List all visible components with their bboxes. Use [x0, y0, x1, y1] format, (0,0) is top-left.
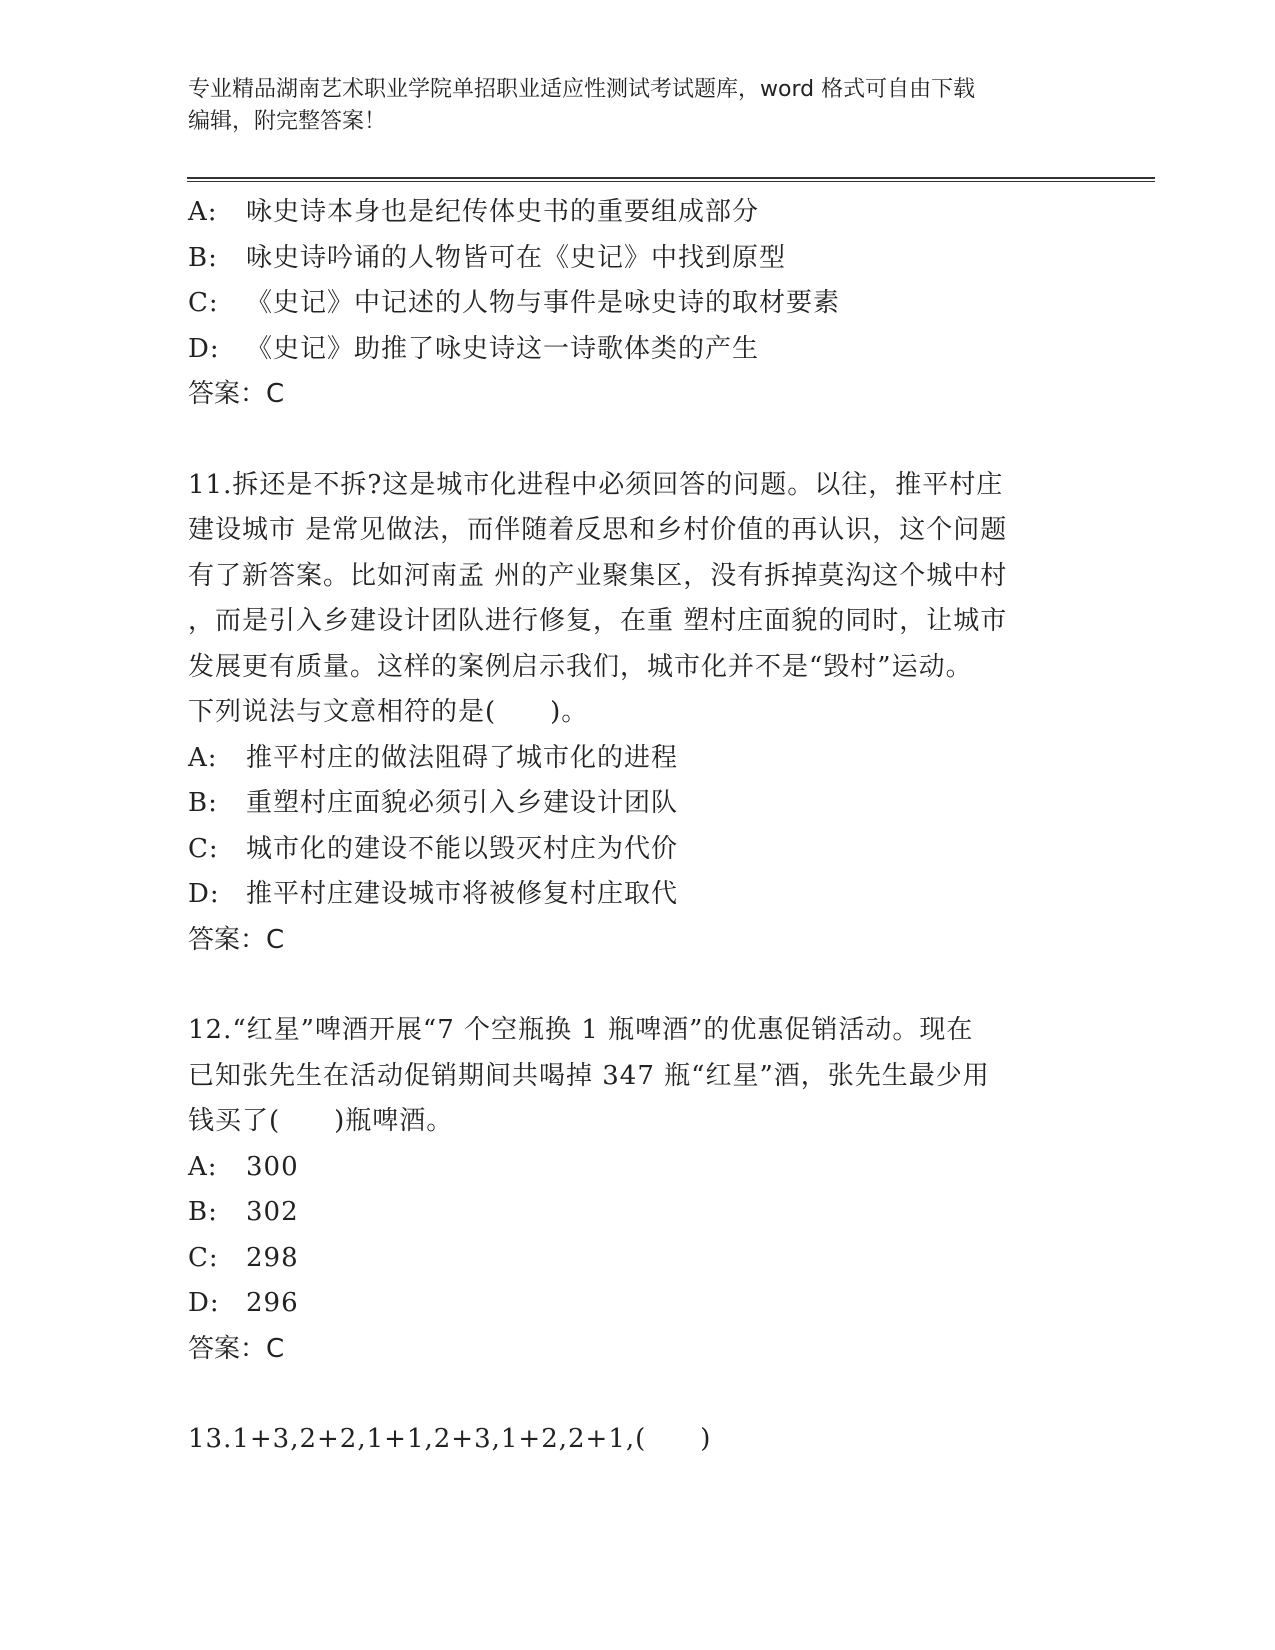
option-key: B:: [188, 788, 218, 818]
question-stem-line: 11.拆还是不拆?这是城市化进程中必须回答的问题。以往，推平村庄: [188, 469, 1004, 500]
option-c: [188, 827, 1088, 873]
option-text: 城市化的建设不能以毁灭村庄为代价: [246, 833, 679, 864]
option-text: 推平村庄的做法阻碍了城市化的进程: [246, 742, 679, 773]
option-key: B:: [188, 242, 218, 273]
option-key: C:: [188, 1242, 219, 1273]
option-c: [188, 1236, 1088, 1282]
option-a: [188, 190, 1088, 236]
spacer: [188, 963, 1088, 1008]
option-key: B:: [188, 1197, 218, 1227]
question-stem-line: 已知张先生在活动促销期间共喝掉 347 瓶“红星”酒，张先生最少用: [188, 1060, 990, 1091]
option-key: A:: [188, 1151, 218, 1182]
option-text: 298: [246, 1242, 299, 1273]
question-stem-line: 建设城市 是常见做法，而伴随着反思和乡村价值的再认识，这个问题: [188, 515, 1008, 545]
option-key: C:: [188, 833, 219, 864]
question-stem-line: 有了新答案。比如河南孟 州的产业聚集区，没有拆掉莫沟这个城中村: [188, 560, 1008, 591]
question-10: [188, 190, 1088, 418]
option-text: 296: [246, 1288, 299, 1318]
question-13: [188, 1417, 1088, 1463]
spacer: [188, 418, 1088, 463]
option-key: C:: [188, 288, 219, 318]
option-c: [188, 281, 1088, 327]
question-stem-line: 发展更有质量。这样的案例启示我们，城市化并不是“毁村”运动。: [188, 651, 973, 682]
question-stem-line: 12.“红星”啤酒开展“7 个空瓶换 1 瓶啤酒”的优惠促销活动。现在: [188, 1015, 974, 1045]
option-b: [188, 1190, 1088, 1236]
option-key: D:: [188, 1288, 220, 1318]
option-d: [188, 327, 1088, 373]
option-a: [188, 1145, 1088, 1191]
option-key: A:: [188, 197, 218, 227]
question-12: [188, 1008, 1088, 1372]
question-stem-line: ，而是引入乡建设计团队进行修复，在重 塑村庄面貌的同时，让城市: [188, 606, 1008, 636]
answer-line: 答案：C: [188, 379, 285, 409]
header-line: 编辑，附完整答案！: [188, 109, 387, 134]
spacer: [188, 1372, 1088, 1417]
option-key: D:: [188, 879, 220, 909]
question-list: [188, 190, 1088, 1463]
option-a: [188, 736, 1088, 782]
option-text: 302: [246, 1197, 299, 1227]
document-header: [188, 74, 1068, 138]
header-line: 专业精品湖南艺术职业学院单招职业适应性测试考试题库，word 格式可自由下载: [188, 77, 976, 102]
option-text: 《史记》助推了咏史诗这一诗歌体类的产生: [246, 333, 760, 364]
option-text: 推平村庄建设城市将被修复村庄取代: [246, 879, 679, 909]
answer-line: 答案：C: [188, 1333, 285, 1364]
option-text: 300: [246, 1151, 299, 1182]
question-stem-line: 13.1+3,2+2,1+1,2+3,1+2,2+1,( ): [188, 1424, 712, 1454]
option-b: [188, 781, 1088, 827]
question-11: [188, 463, 1088, 964]
option-key: D:: [188, 333, 220, 364]
header-divider: [187, 177, 1155, 182]
question-stem-line: 钱买了( )瓶啤酒。: [188, 1106, 454, 1136]
option-text: 重塑村庄面貌必须引入乡建设计团队: [246, 788, 679, 818]
question-stem-line: 下列说法与文意相符的是( )。: [188, 697, 589, 727]
option-b: [188, 236, 1088, 282]
option-d: [188, 1281, 1088, 1327]
option-d: [188, 872, 1088, 918]
option-key: A:: [188, 742, 218, 773]
option-text: 咏史诗本身也是纪传体史书的重要组成部分: [246, 197, 760, 227]
answer-line: 答案：C: [188, 924, 285, 955]
option-text: 《史记》中记述的人物与事件是咏史诗的取材要素: [246, 288, 841, 318]
option-text: 咏史诗吟诵的人物皆可在《史记》中找到原型: [246, 242, 787, 273]
